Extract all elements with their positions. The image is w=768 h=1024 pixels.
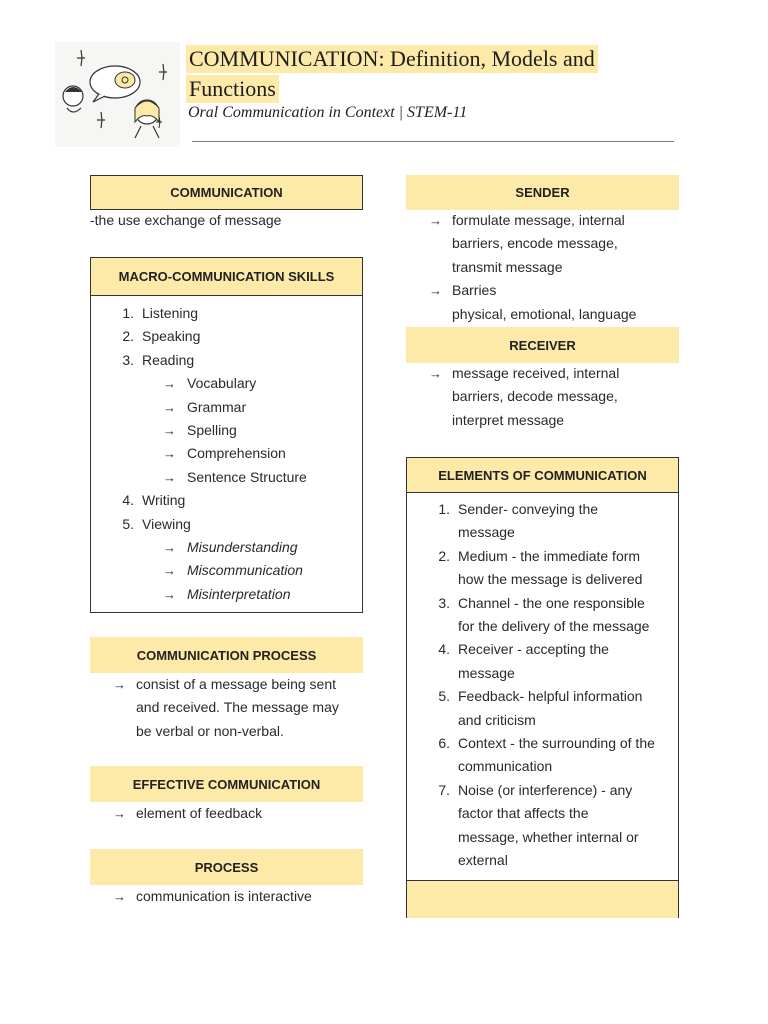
macro-sub-item: Misunderstanding <box>187 539 298 555</box>
element-line: external <box>458 852 508 868</box>
element-number: 6. <box>438 735 450 751</box>
effective-communication-bullet <box>113 802 263 825</box>
communication-process-line: and received. The message may <box>136 699 339 716</box>
sender-barriers-label: Barries <box>452 282 497 299</box>
macro-skill-number: 2. <box>122 328 134 345</box>
process-bullet <box>113 885 312 908</box>
element-line: Noise (or interference) - any <box>458 781 633 798</box>
page-title-line-1: COMMUNICATION: Definition, Models and <box>186 45 598 73</box>
arrow-bullet-icon: → <box>163 446 176 462</box>
macro-skill-item: Listening <box>142 305 199 321</box>
communication-definition: -the use exchange of message <box>90 212 282 228</box>
arrow-bullet-icon: → <box>429 366 442 381</box>
arrow-bullet-icon: → <box>163 399 176 415</box>
header-divider <box>192 141 674 142</box>
macro-skill-item: Writing <box>142 492 186 509</box>
macro-skill-number: 5. <box>122 515 134 532</box>
arrow-bullet-icon: → <box>163 563 176 579</box>
sender-barriers-types: physical, emotional, language <box>452 305 637 322</box>
element-number: 7. <box>438 781 450 798</box>
element-line: message, whether internal or <box>458 828 639 845</box>
macro-sub-item: Vocabulary <box>187 375 257 392</box>
element-line: Sender- conveying the <box>458 501 599 517</box>
arrow-bullet-icon: → <box>429 283 442 299</box>
arrow-bullet-icon: → <box>163 540 176 555</box>
macro-sub-item: Miscommunication <box>187 562 303 579</box>
elements-header: ELEMENTS OF COMMUNICATION <box>406 457 679 493</box>
macro-sub-item: Sentence Structure <box>187 468 307 485</box>
receiver-header: RECEIVER <box>406 327 679 363</box>
macro-sub-item: Grammar <box>187 398 247 415</box>
element-number: 2. <box>438 547 450 564</box>
process-header: PROCESS <box>90 849 363 885</box>
macro-sub-item: Spelling <box>187 422 237 438</box>
arrow-bullet-icon: → <box>163 586 176 602</box>
element-line: Feedback- helpful information <box>458 688 643 705</box>
element-line: communication <box>458 758 553 775</box>
receiver-line: barriers, decode message, <box>452 388 618 405</box>
sender-line: barriers, encode message, <box>452 235 618 252</box>
receiver-line: message received, internal <box>452 365 620 381</box>
communication-illustration-icon <box>55 42 180 147</box>
macro-skill-item: Viewing <box>142 515 191 532</box>
element-line: and criticism <box>458 711 536 728</box>
effective-communication-header: EFFECTIVE COMMUNICATION <box>90 766 363 802</box>
element-number: 4. <box>438 641 450 658</box>
macro-skills-header: MACRO-COMMUNICATION SKILLS <box>90 257 363 296</box>
sender-line: formulate message, internal <box>452 212 625 228</box>
element-number: 3. <box>438 594 450 611</box>
element-line: Receiver - accepting the <box>458 641 609 658</box>
macro-skill-number: 4. <box>122 492 134 509</box>
arrow-bullet-icon: → <box>163 376 176 392</box>
element-line: for the delivery of the message <box>458 618 650 634</box>
macro-sub-item: Misinterpretation <box>187 585 291 602</box>
macro-skill-number: 1. <box>122 305 134 321</box>
macro-sub-item: Comprehension <box>187 445 286 462</box>
communication-process-line: consist of a message being sent <box>136 676 337 692</box>
element-line: factor that affects the <box>458 805 589 822</box>
sender-header: SENDER <box>406 175 679 210</box>
arrow-bullet-icon: → <box>113 889 126 904</box>
element-line: message <box>458 524 515 541</box>
element-number: 1. <box>438 501 450 517</box>
element-line: Channel - the one responsible <box>458 594 645 611</box>
element-line: message <box>458 664 515 681</box>
arrow-bullet-icon: → <box>163 423 176 438</box>
element-line: Medium - the immediate form <box>458 547 641 564</box>
arrow-bullet-icon: → <box>113 677 126 692</box>
communication-process-header: COMMUNICATION PROCESS <box>90 637 363 673</box>
macro-skill-number: 3. <box>122 351 134 368</box>
communication-header: COMMUNICATION <box>90 175 363 210</box>
element-line: Context - the surrounding of the <box>458 735 655 751</box>
page-subtitle: Oral Communication in Context | STEM-11 <box>188 104 468 121</box>
arrow-bullet-icon: → <box>429 213 442 228</box>
arrow-bullet-icon: → <box>113 806 126 821</box>
element-number: 5. <box>438 688 450 705</box>
page-title-line-2: Functions <box>186 75 279 103</box>
process-text: communication is interactive <box>136 888 312 904</box>
element-line: how the message is delivered <box>458 571 643 588</box>
macro-skill-item: Reading <box>142 351 195 368</box>
effective-communication-text: element of feedback <box>136 805 263 821</box>
elements-footer-band <box>407 880 678 918</box>
macro-skill-item: Speaking <box>142 328 201 345</box>
arrow-bullet-icon: → <box>163 469 176 485</box>
sender-line: transmit message <box>452 258 563 275</box>
communication-process-line: be verbal or non-verbal. <box>136 722 284 739</box>
receiver-line: interpret message <box>452 411 565 428</box>
